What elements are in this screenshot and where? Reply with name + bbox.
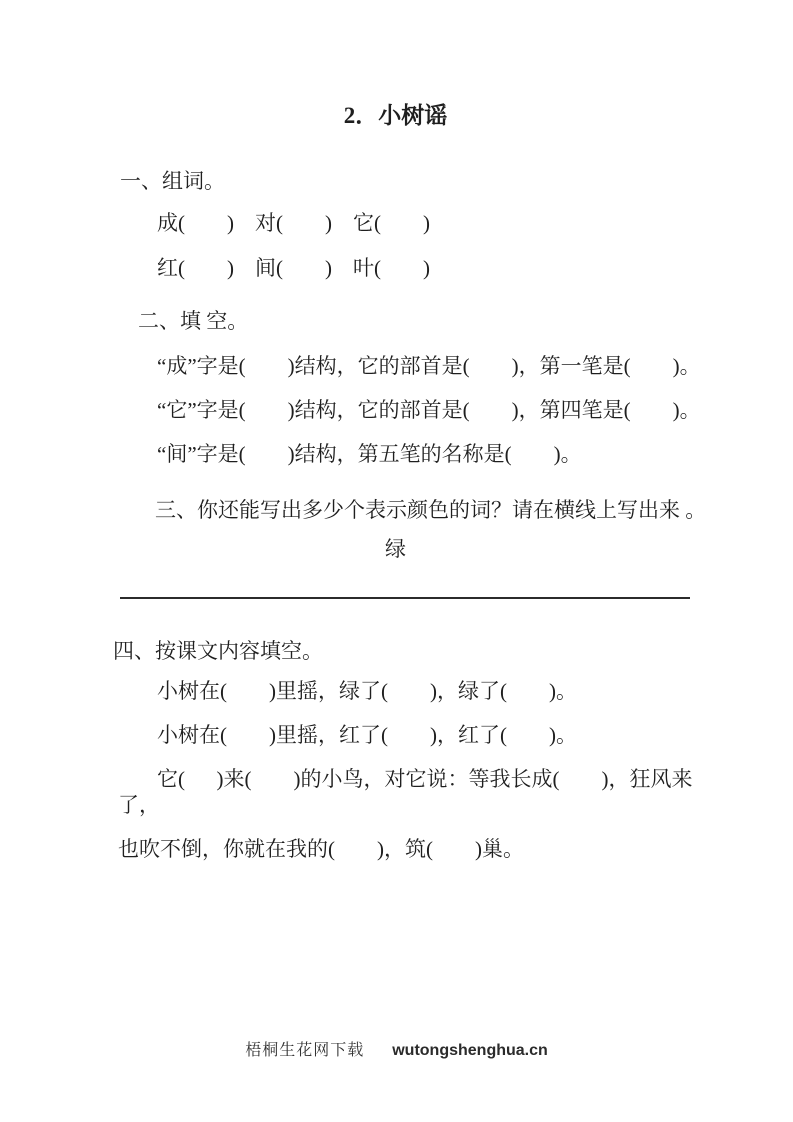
fill-blank-row: “成”字是( )结构，它的部首是( )，第一笔是( )。 [157, 354, 701, 378]
section-3-heading: 三、你还能写出多少个表示颜色的词？请在横线上写出来 。 [155, 498, 707, 522]
word-blank-row: 红( ) 间( ) 叶( ) [157, 256, 430, 280]
answer-line [120, 597, 690, 599]
example-word: 绿 [385, 537, 406, 561]
fill-blank-row: “它”字是( )结构，它的部首是( )，第四笔是( )。 [157, 398, 701, 422]
fill-blank-row: “间”字是( )结构，第五笔的名称是( )。 [157, 442, 582, 466]
section-4-heading: 四、按课文内容填空。 [113, 639, 323, 663]
fill-blank-row: 小树在( )里摇，绿了( )，绿了( )。 [157, 679, 577, 703]
fill-blank-row: 也吹不倒，你就在我的( )，筑( )巢。 [118, 837, 524, 861]
section-2-heading: 二、填 空。 [138, 309, 249, 333]
footer-site-url: wutongshenghua.cn [392, 1042, 548, 1059]
page-title: 2．小树谣 [343, 103, 448, 128]
word-blank-row: 成( ) 对( ) 它( ) [157, 211, 430, 235]
fill-blank-row: 它( )来( )的小鸟，对它说：等我长成( )，狂风来了， [118, 767, 693, 817]
page-footer [0, 1037, 793, 1060]
footer-site-name: 梧桐生花网下载 [245, 1042, 365, 1059]
fill-blank-row: 小树在( )里摇，红了( )，红了( )。 [157, 723, 577, 747]
section-1-heading: 一、组词。 [120, 169, 225, 193]
